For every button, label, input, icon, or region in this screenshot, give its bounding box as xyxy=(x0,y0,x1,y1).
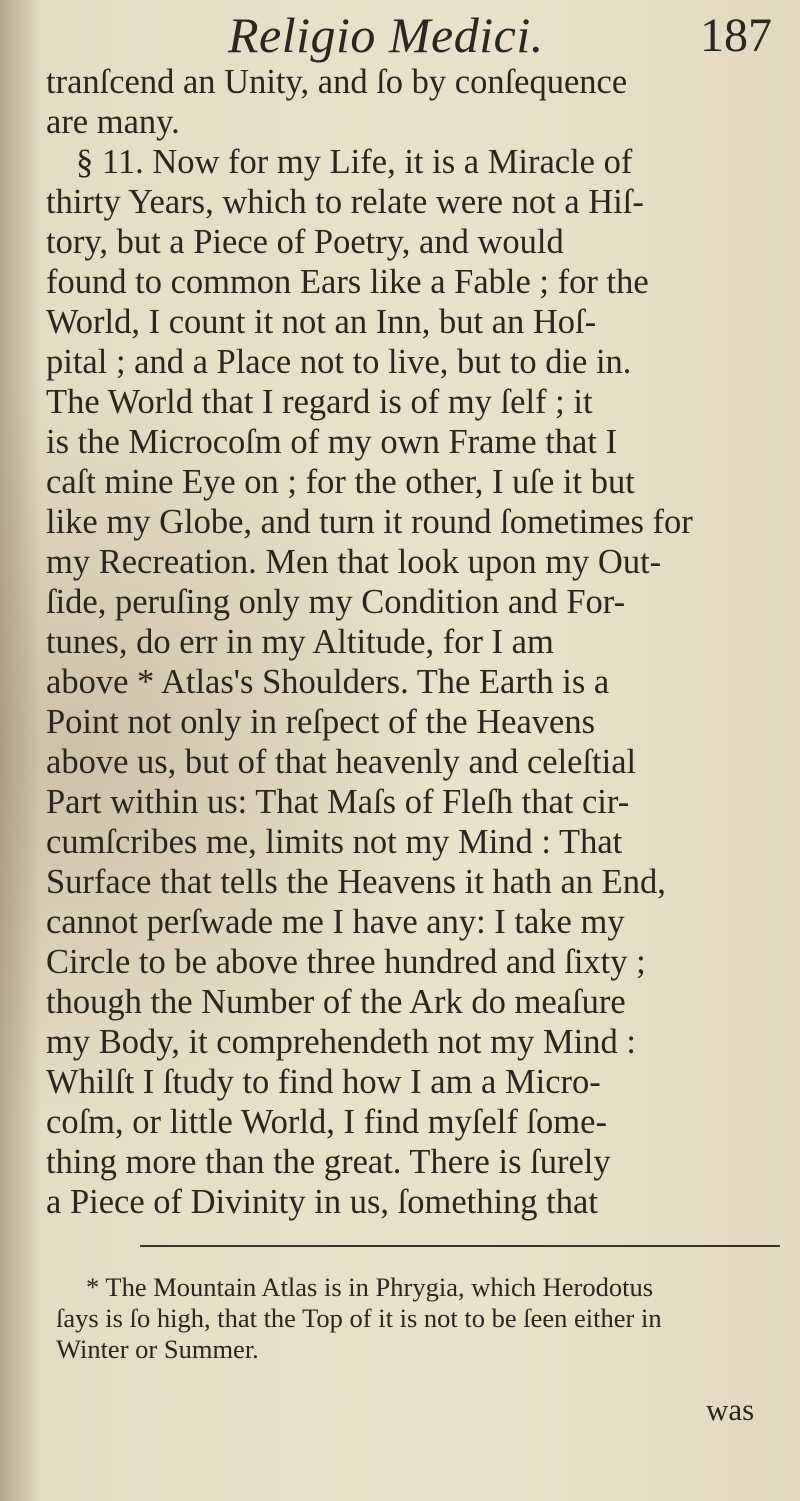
text-line: caſt mine Eye on ; for the other, I uſe it but xyxy=(46,463,635,501)
text-line: cannot perſwade me I have any: I take my xyxy=(46,903,625,941)
text-line: above * Atlas's Shoulders. The Earth is a xyxy=(46,663,610,701)
text-line: thing more than the great. There is ſurely xyxy=(46,1143,611,1181)
text-line: § 11. Now for my Life, it is a Miracle of xyxy=(76,143,633,181)
text-line: Circle to be above three hundred and ſixty ; xyxy=(46,943,646,981)
text-line: ſide, peruſing only my Condition and For- xyxy=(46,583,626,621)
footnote-line: * The Mountain Atlas is in Phrygia, which Herodotus xyxy=(86,1272,654,1302)
text-line: thirty Years, which to relate were not a Hiſ- xyxy=(46,183,644,221)
text-line: Surface that tells the Heavens it hath an End, xyxy=(46,863,666,901)
text-line: are many. xyxy=(46,103,180,141)
text-line: coſm, or little World, I find myſelf ſome- xyxy=(46,1103,607,1141)
page-number: 187 xyxy=(700,9,772,62)
text-line: like my Globe, and turn it round ſometimes for xyxy=(46,503,693,541)
text-line: cumſcribes me, limits not my Mind : That xyxy=(46,823,623,861)
footnote-line: Winter or Summer. xyxy=(56,1334,259,1364)
text-line: World, I count it not an Inn, but an Hoſ- xyxy=(46,303,597,341)
catchword: was xyxy=(706,1392,755,1427)
text-line: tunes, do err in my Altitude, for I am xyxy=(46,623,554,661)
text-line: a Piece of Divinity in us, ſomething that xyxy=(46,1183,598,1221)
text-line: my Body, it comprehendeth not my Mind : xyxy=(46,1023,636,1061)
footnote-line: ſays is ſo high, that the Top of it is not to be ſeen either in xyxy=(56,1303,662,1333)
text-line: though the Number of the Ark do meaſure xyxy=(46,983,626,1021)
text-line: Point not only in reſpect of the Heavens xyxy=(46,703,596,741)
text-line: my Recreation. Men that look upon my Out- xyxy=(46,543,662,581)
footnote-rule xyxy=(140,1245,780,1247)
text-line: The World that I regard is of my ſelf ; it xyxy=(46,383,593,421)
text-line: found to common Ears like a Fable ; for the xyxy=(46,263,649,301)
text-line: Part within us: That Maſs of Fleſh that cir- xyxy=(46,783,630,821)
text-line: Whilſt I ſtudy to find how I am a Micro- xyxy=(46,1063,601,1101)
running-title: Religio Medici. xyxy=(228,7,544,63)
text-line: pital ; and a Place not to live, but to die in. xyxy=(46,343,632,381)
binding-shadow xyxy=(0,0,42,1501)
text-line: tranſcend an Unity, and ſo by conſequence xyxy=(46,63,628,101)
page-header xyxy=(0,6,800,66)
text-line: is the Microcoſm of my own Frame that I xyxy=(46,423,618,461)
text-line: tory, but a Piece of Poetry, and would xyxy=(46,223,564,261)
text-line: above us, but of that heavenly and celeſtial xyxy=(46,743,637,781)
